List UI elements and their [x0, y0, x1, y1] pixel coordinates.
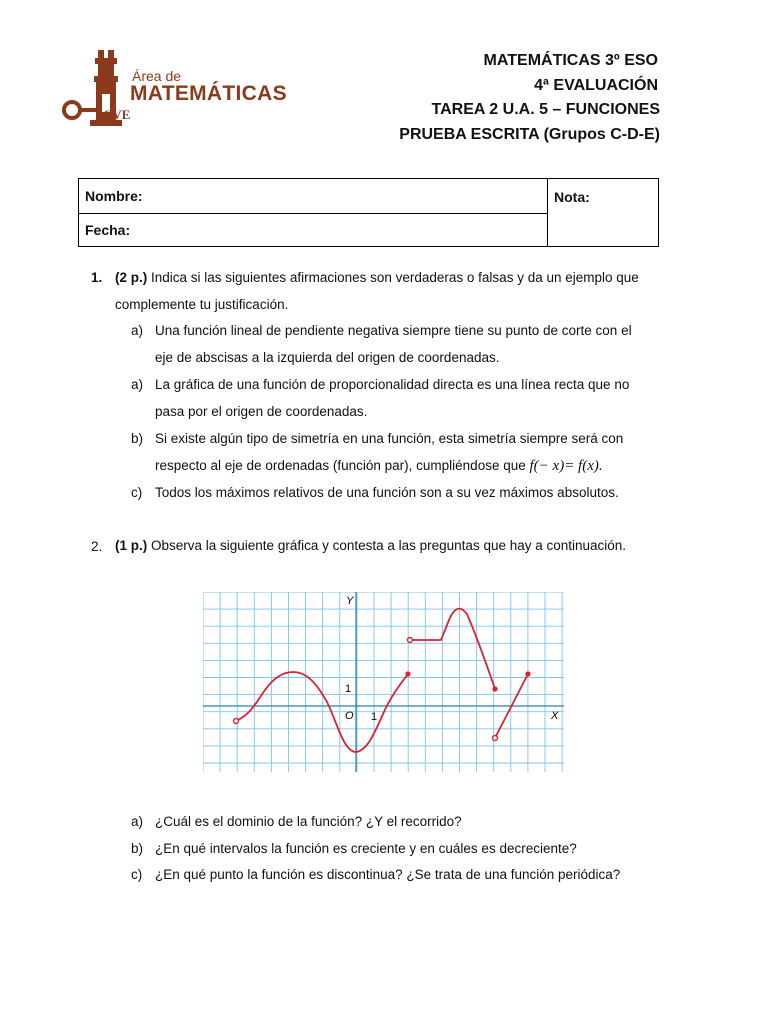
y-unit-label: 1 [345, 683, 352, 695]
date-field[interactable]: Fecha: [79, 214, 548, 247]
q1-points: (2 p.) [115, 270, 148, 285]
q1-number: 1. [91, 270, 103, 285]
q2-item-letter: c) [131, 867, 143, 882]
header-exam: PRUEBA ESCRITA (Grupos C-D-E) [399, 126, 660, 143]
origin-label: O [345, 710, 354, 722]
x-axis-label: X [551, 710, 559, 722]
header-evaluation: 4ª EVALUACIÓN [534, 77, 658, 94]
student-info-table [78, 178, 659, 247]
q1-item-letter: a) [131, 323, 144, 338]
q1-item-a1-line2: eje de abscisas a la izquierda del origen de coordenadas. [155, 350, 500, 365]
closed-point [405, 671, 410, 676]
q1-item-letter: b) [131, 431, 144, 446]
function-graph [203, 592, 564, 772]
q1-item-b-line2-text: respecto al eje de ordenadas (función par), cumpliéndose que [155, 458, 530, 473]
grade-field[interactable]: Nota: [548, 179, 659, 247]
q2-item-letter: b) [131, 841, 144, 856]
open-point [408, 638, 413, 643]
q1-item-c-line1: Todos los máximos relativos de una función son a su vez máximos absolutos. [155, 485, 619, 500]
q1-text-b: complemente tu justificación. [115, 297, 289, 312]
function-graph-svg [203, 592, 564, 772]
y-axis-label: Y [346, 595, 354, 607]
q2-item-letter: a) [131, 814, 144, 829]
q1-item-b-line1: Si existe algún tipo de simetría en una función, esta simetría siempre será con [155, 431, 624, 446]
q2-points: (1 p.) [115, 538, 148, 553]
closed-point [492, 686, 497, 691]
q1-item-a2-line1: La gráfica de una función de proporcionalidad directa es una línea recta que no [155, 377, 630, 392]
closed-point [525, 671, 530, 676]
curve-segment-peak [410, 609, 495, 689]
q1-item-letter: c) [131, 485, 143, 500]
name-field[interactable]: Nombre: [79, 179, 548, 214]
q2-number: 2. [91, 539, 103, 554]
q2-item-b: ¿En qué intervalos la función es creciente y en cuáles es decreciente? [155, 841, 577, 856]
logo-line2: MATEMÁTICAS [130, 82, 287, 105]
q2-statement [115, 532, 626, 559]
x-unit-label: 1 [371, 711, 378, 723]
graph-grid [203, 592, 564, 772]
q2-item-c: ¿En qué punto la función es discontinua? ¿Se trata de una función periódica? [155, 867, 621, 882]
q2-item-a: ¿Cuál es el dominio de la función? ¿Y el recorrido? [155, 814, 462, 829]
logo-line1: Área de [132, 68, 182, 84]
open-point [493, 736, 498, 741]
q1-item-letter: a) [131, 377, 144, 392]
q1-item-a2-line2: pasa por el origen de coordenadas. [155, 404, 368, 419]
header-task: TAREA 2 U.A. 5 – FUNCIONES [431, 101, 660, 118]
q1-item-b-line2 [155, 452, 603, 480]
q2-text: Observa la siguiente gráfica y contesta a las preguntas que hay a continuación. [147, 538, 627, 553]
open-point [234, 719, 239, 724]
header-subject: MATEMÁTICAS 3º ESO [483, 52, 658, 69]
logo-line3: CVE [103, 107, 131, 122]
q1-item-b-formula: f(− x)= f(x). [529, 458, 603, 474]
q1-item-a1-line1: Una función lineal de pendiente negativa siempre tiene su punto de corte con el [155, 323, 632, 338]
q1-text-a: Indica si las siguientes afirmaciones son verdaderas o falsas y da un ejemplo que [147, 270, 639, 285]
q1-statement [115, 264, 639, 291]
